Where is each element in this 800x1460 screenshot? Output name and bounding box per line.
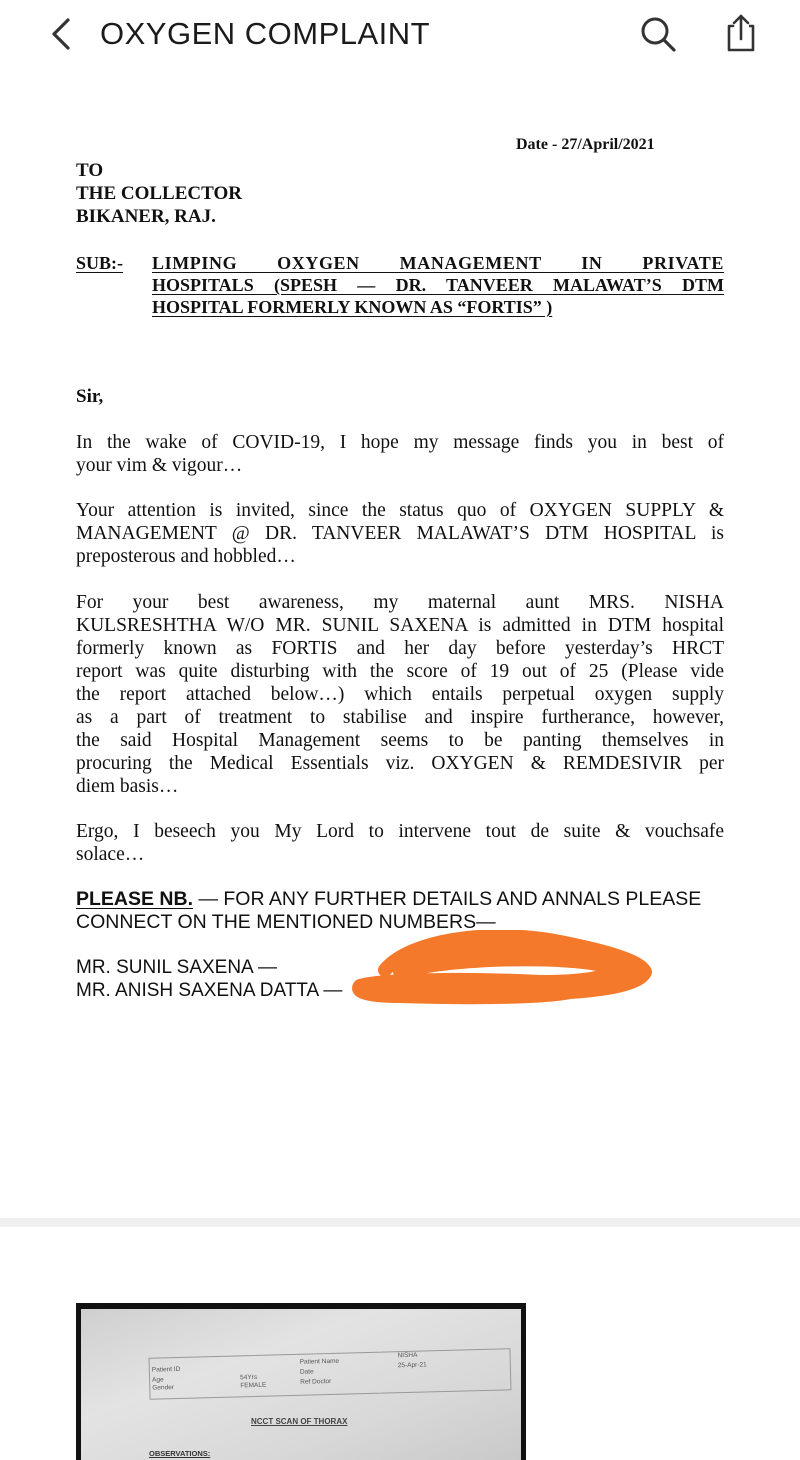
report-paper bbox=[81, 1309, 521, 1460]
paragraph-line: Ergo, I beseech you My Lord to intervene tout de suite & vouchsafe bbox=[76, 821, 724, 842]
search-icon[interactable] bbox=[638, 14, 678, 54]
nb-text: — FOR ANY FURTHER DETAILS AND ANNALS PLEASE bbox=[193, 888, 702, 910]
subject-line: LIMPING OXYGEN MANAGEMENT IN PRIVATE bbox=[152, 253, 724, 273]
paragraph-line: preposterous and hobbled… bbox=[76, 546, 296, 567]
paragraph-line: In the wake of COVID-19, I hope my message finds you in best of bbox=[76, 432, 724, 453]
paragraph-line: MANAGEMENT @ DR. TANVEER MALAWAT’S DTM HOSPITAL is bbox=[76, 523, 724, 544]
paragraph-line: as a part of treatment to stabilise and inspire furtherance, however, bbox=[76, 707, 724, 728]
subject-line: HOSPITALS (SPESH — DR. TANVEER MALAWAT’S DTM bbox=[152, 275, 724, 295]
redaction-scribble bbox=[340, 930, 660, 1010]
paragraph-line: diem basis… bbox=[76, 776, 179, 797]
patient-name-value: NISHA bbox=[397, 1351, 418, 1360]
date-label: Date bbox=[299, 1368, 314, 1376]
address-line: THE COLLECTOR bbox=[76, 183, 242, 204]
chevron-left-icon[interactable] bbox=[44, 14, 80, 54]
patient-name-label: Patient Name bbox=[299, 1357, 340, 1366]
paragraph-line: the report attached below…) which entails perpetual oxygen supply bbox=[76, 684, 724, 705]
patient-info-table bbox=[149, 1348, 512, 1399]
top-app-bar bbox=[0, 0, 800, 70]
nb-line: CONNECT ON THE MENTIONED NUMBERS— bbox=[76, 911, 496, 933]
paragraph-line: report was quite disturbing with the score of 19 out of 25 (Please vide bbox=[76, 661, 724, 682]
report-photo bbox=[76, 1303, 526, 1460]
date-value: 25-Apr-21 bbox=[397, 1361, 427, 1370]
paragraph-line: Your attention is invited, since the status quo of OXYGEN SUPPLY & bbox=[76, 500, 724, 521]
subject-label: SUB:- bbox=[76, 253, 124, 273]
page-title: OXYGEN COMPLAINT bbox=[100, 16, 431, 51]
observations-heading: OBSERVATIONS: bbox=[149, 1449, 211, 1458]
age-value: 54Yrs bbox=[239, 1373, 258, 1382]
document-page bbox=[0, 70, 800, 1218]
contact-line: MR. SUNIL SAXENA — bbox=[76, 957, 277, 978]
share-icon[interactable] bbox=[720, 12, 762, 54]
gender-value: FEMALE bbox=[240, 1381, 267, 1390]
age-label: Age bbox=[152, 1376, 164, 1384]
paragraph-line: formerly known as FORTIS and her day before yesterday’s HRCT bbox=[76, 638, 724, 659]
contact-line: MR. ANISH SAXENA DATTA — bbox=[76, 980, 343, 1001]
paragraph-line: the said Hospital Management seems to be panting themselves in bbox=[76, 730, 724, 751]
nb-line bbox=[76, 888, 701, 911]
paragraph-line: KULSRESHTHA W/O MR. SUNIL SAXENA is admitted in DTM hospital bbox=[76, 615, 724, 636]
nb-label: PLEASE NB. bbox=[76, 888, 194, 910]
paragraph-line: your vim & vigour… bbox=[76, 455, 243, 476]
paragraph-line: solace… bbox=[76, 844, 145, 865]
address-line: TO bbox=[76, 160, 104, 181]
patient-id-label: Patient ID bbox=[151, 1365, 181, 1374]
subject-line: HOSPITAL FORMERLY KNOWN AS “FORTIS” ) bbox=[152, 297, 553, 317]
paragraph-line: procuring the Medical Essentials viz. OXYGEN & REMDESIVIR per bbox=[76, 753, 724, 774]
gender-label: Gender bbox=[152, 1384, 175, 1392]
address-line: BIKANER, RAJ. bbox=[76, 206, 216, 227]
salutation: Sir, bbox=[76, 386, 104, 407]
scan-title: NCCT SCAN OF THORAX bbox=[251, 1417, 348, 1426]
page-divider bbox=[0, 1218, 800, 1227]
paragraph-line: For your best awareness, my maternal aunt MRS. NISHA bbox=[76, 592, 724, 613]
letter-date: Date - 27/April/2021 bbox=[516, 136, 655, 153]
ref-doctor-label: Ref Doctor bbox=[300, 1377, 332, 1386]
